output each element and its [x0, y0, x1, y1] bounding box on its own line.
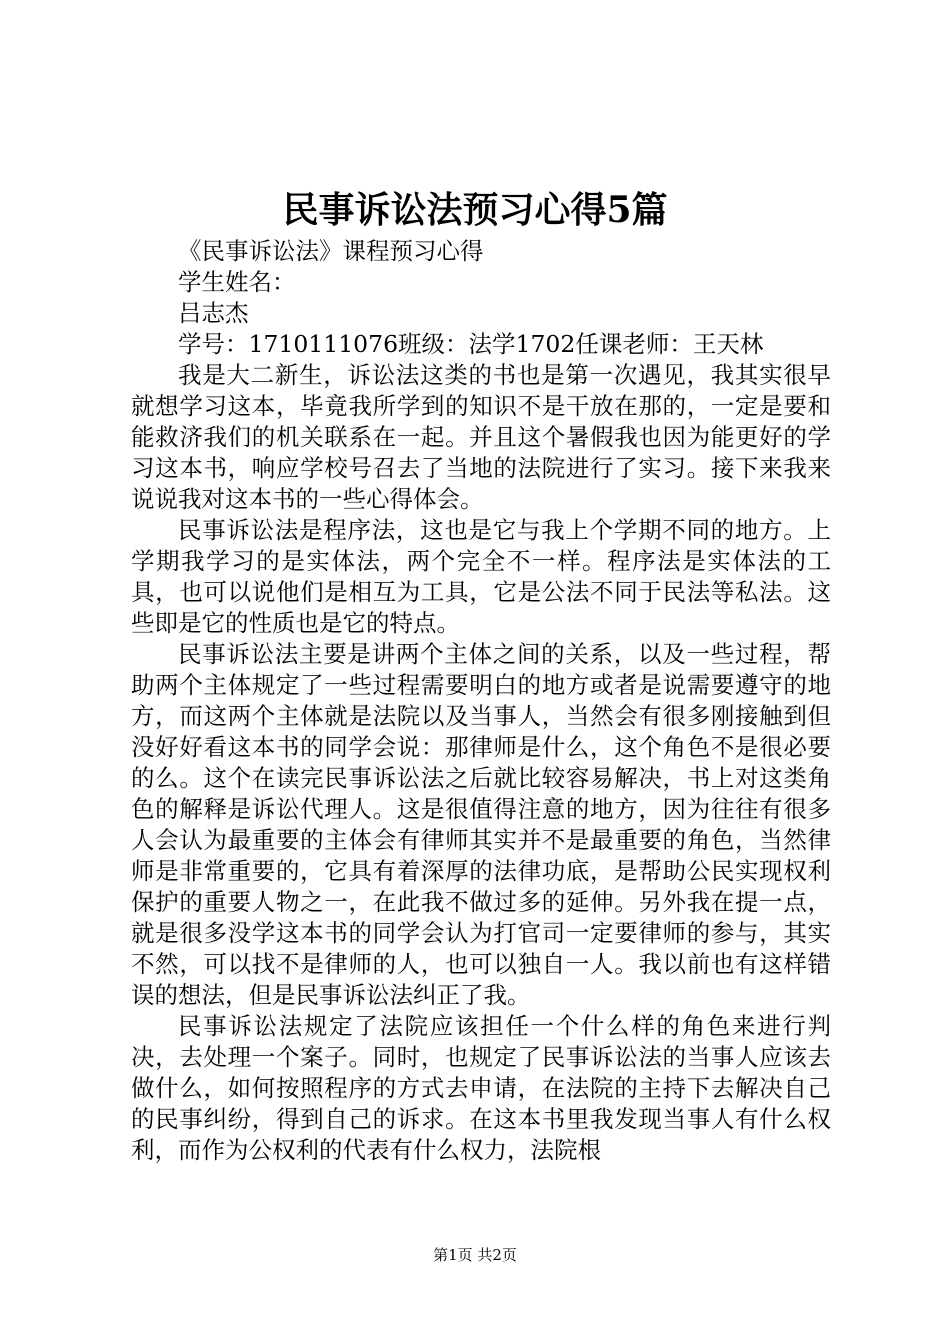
student-name: 吕志杰 — [178, 299, 249, 327]
document-body — [131, 236, 831, 1166]
page-number-footer: 第1页 共2页 — [433, 1246, 517, 1264]
paragraph: 民事诉讼法是程序法，这也是它与我上个学期不同的地方。上学期我学习的是实体法，两个完全不一样。程序法是实体法的工具，也可以说他们是相互为工具，它是公法不同于民法等私法。这些即是它的性质也是它的特点。 — [131, 516, 831, 637]
document-title: 民事诉讼法预习心得5篇 — [282, 189, 668, 231]
paragraph: 民事诉讼法规定了法院应该担任一个什么样的角色来进行判决，去处理一个案子。同时，也规定了民事诉讼法的当事人应该去做什么，如何按照程序的方式去申请，在法院的主持下去解决自己的民事纠纷，得到自己的诉求。在这本书里我发现当事人有什么权利，而作为公权利的代表有什么权力，法院根 — [131, 1012, 831, 1164]
student-info-line: 学号：1710111076班级：法学1702任课老师：王天林 — [178, 330, 764, 358]
paragraph: 我是大二新生，诉讼法这类的书也是第一次遇见，我其实很早就想学习这本，毕竟我所学到的知识不是干放在那的，一定是要和能救济我们的机关联系在一起。并且这个暑假我也因为能更好的学习这本书，响应学校号召去了当地的法院进行了实习。接下来我来说说我对这本书的一些心得体会。 — [131, 361, 831, 513]
student-name-label: 学生姓名： — [178, 268, 296, 296]
course-title-line: 《民事诉讼法》课程预习心得 — [178, 237, 484, 265]
paragraph: 民事诉讼法主要是讲两个主体之间的关系，以及一些过程，帮助两个主体规定了一些过程需要明白的地方或者是说需要遵守的地方，而这两个主体就是法院以及当事人，当然会有很多刚接触到但没好好看这本书的同学会说：那律师是什么，这个角色不是很必要的么。这个在读完民事诉讼法之后就比较容易解决，书上对这类角色的解释是诉讼代理人。这是很值得注意的地方，因为往往有很多人会认为最重要的主体会有律师其实并不是最重要的角色，当然律师是非常重要的，它具有着深厚的法律功底，是帮助公民实现权利保护的重要人物之一，在此我不做过多的延伸。另外我在提一点，就是很多没学这本书的同学会认为打官司一定要律师的参与，其实不然，可以找不是律师的人，也可以独自一人。我以前也有这样错误的想法，但是民事诉讼法纠正了我。 — [131, 640, 831, 1009]
